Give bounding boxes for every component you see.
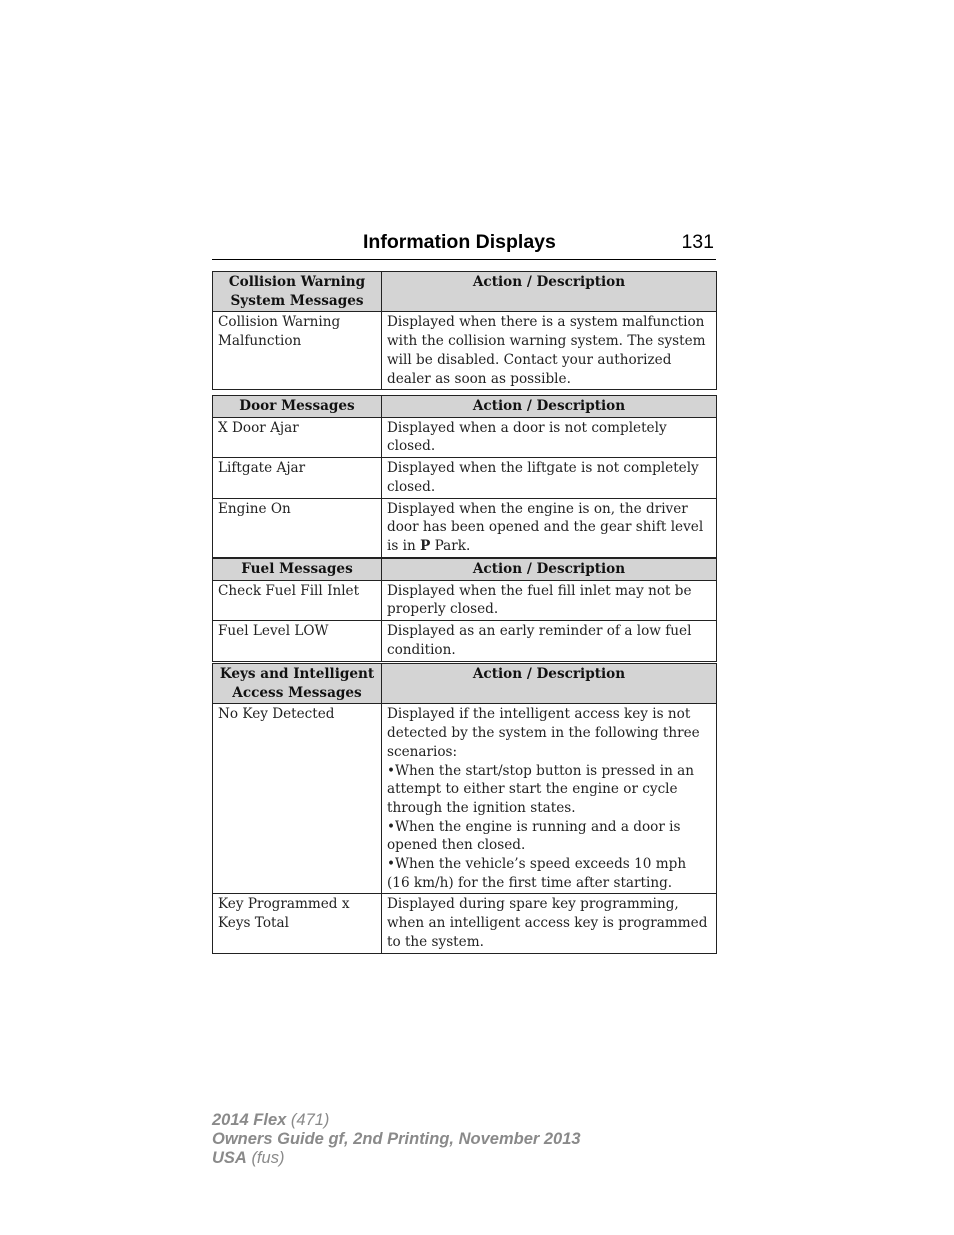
footer-model-line — [212, 1111, 581, 1130]
message-description: Displayed when a door is not completely closed. — [382, 417, 717, 457]
footer-market-line — [212, 1149, 581, 1168]
table-row — [213, 498, 717, 557]
table-row — [213, 458, 717, 498]
page-header — [212, 229, 716, 260]
keys-access-table — [212, 663, 717, 954]
message-description: Displayed when the liftgate is not completely closed. — [382, 458, 717, 498]
footer-market: USA — [212, 1149, 247, 1168]
footer-guide-line: Owners Guide gf, 2nd Printing, November 2013 — [212, 1130, 581, 1149]
message-description — [382, 498, 717, 557]
column-header-messages: Collision Warning System Messages — [213, 272, 382, 312]
scenario-bullet: •When the engine is running and a door is opened then closed. — [387, 818, 681, 854]
table-header-row — [213, 272, 717, 312]
column-header-messages: Door Messages — [213, 396, 382, 418]
gear-park-letter: P — [420, 537, 431, 554]
column-header-messages: Fuel Messages — [213, 559, 382, 581]
section-title: Information Displays — [363, 231, 556, 253]
message-name: No Key Detected — [213, 704, 382, 894]
page-number: 131 — [681, 231, 714, 253]
message-name: Fuel Level LOW — [213, 621, 382, 661]
description-text-end: Park. — [434, 537, 471, 554]
description-intro: Displayed if the intelligent access key is not detected by the system in the following three scenarios: — [387, 706, 700, 760]
message-name: Engine On — [213, 498, 382, 557]
table-row — [213, 704, 717, 894]
table-header-row — [213, 396, 717, 418]
scenario-bullet: •When the start/stop button is pressed in an attempt to either start the engine or cycle through the ignition states. — [387, 762, 695, 816]
scenario-bullet: •When the vehicle’s speed exceeds 10 mph (16 km/h) for the first time after starting. — [387, 856, 687, 891]
footer-model: 2014 Flex — [212, 1111, 287, 1129]
message-description: Displayed during spare key programming, when an intelligent access key is programmed to the system. — [382, 894, 717, 953]
table-row — [213, 621, 717, 661]
column-header-messages: Keys and Intelligent Access Messages — [213, 664, 382, 704]
door-messages-table — [212, 395, 717, 558]
message-name: Collision Warning Malfunction — [213, 312, 382, 390]
table-row — [213, 580, 717, 620]
footer-market-code: (fus) — [251, 1149, 285, 1168]
table-header-row — [213, 664, 717, 704]
message-name: Liftgate Ajar — [213, 458, 382, 498]
footer-model-code: (471) — [290, 1111, 330, 1129]
fuel-messages-table — [212, 558, 717, 662]
message-name: X Door Ajar — [213, 417, 382, 457]
description-text: Displayed when the engine is on, the driver door has been opened and the gear shift level is in — [387, 500, 704, 554]
message-description — [382, 704, 717, 894]
table-row — [213, 417, 717, 457]
message-name: Check Fuel Fill Inlet — [213, 580, 382, 620]
column-header-action: Action / Description — [382, 664, 717, 704]
column-header-action: Action / Description — [382, 272, 717, 312]
column-header-action: Action / Description — [382, 396, 717, 418]
table-header-row — [213, 559, 717, 581]
message-description: Displayed as an early reminder of a low fuel condition. — [382, 621, 717, 661]
message-description: Displayed when there is a system malfunction with the collision warning system. The system will be disabled. Contact your authorized dealer as soon as possible. — [382, 312, 717, 390]
table-row — [213, 312, 717, 390]
message-description: Displayed when the fuel fill inlet may not be properly closed. — [382, 580, 717, 620]
page-footer — [212, 1111, 581, 1169]
table-row — [213, 894, 717, 953]
collision-warning-table — [212, 271, 717, 390]
message-name: Key Programmed x Keys Total — [213, 894, 382, 953]
column-header-action: Action / Description — [382, 559, 717, 581]
